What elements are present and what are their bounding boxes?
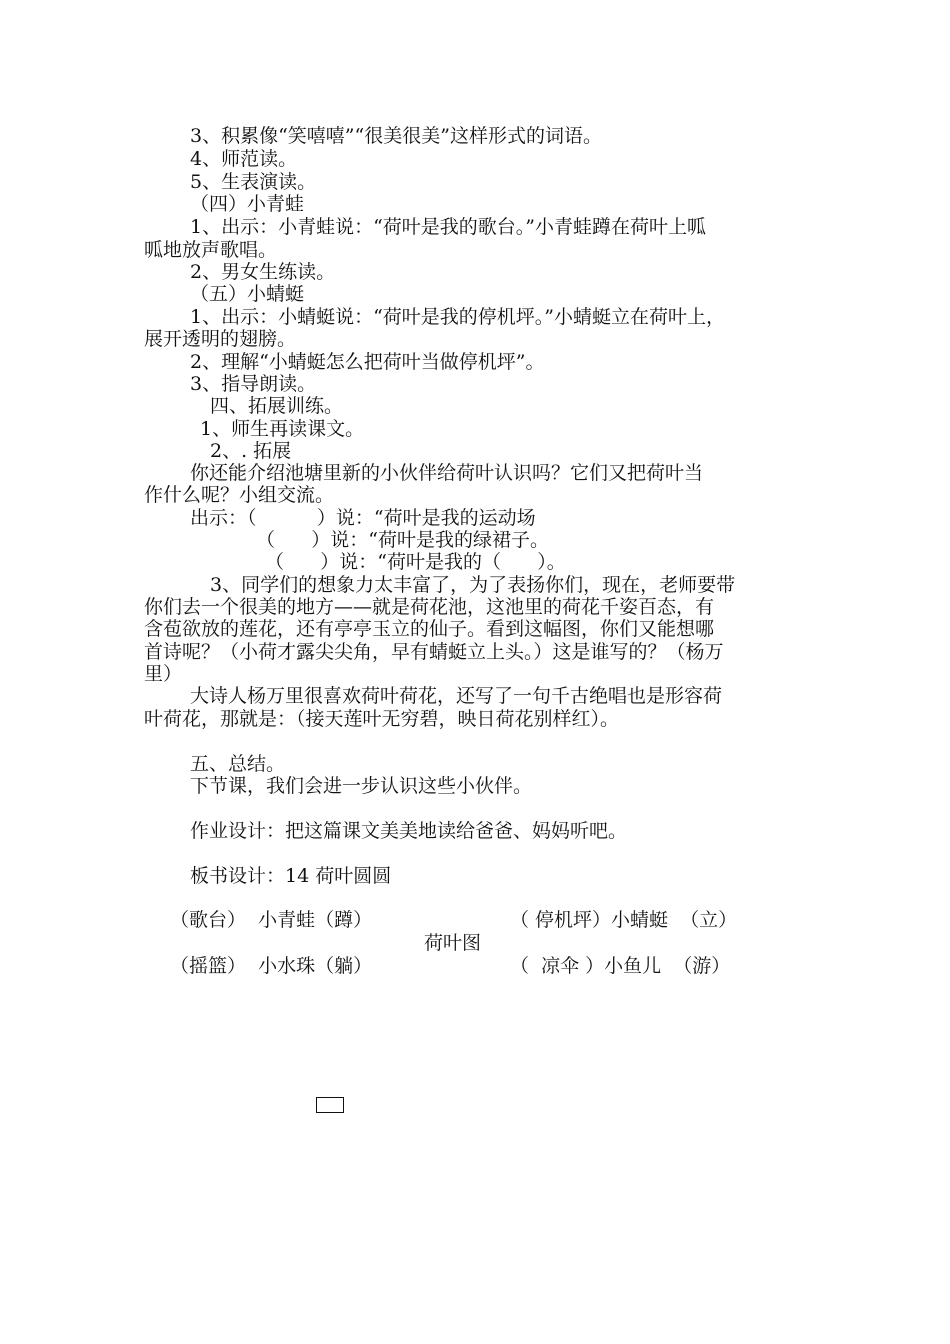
empty-box-shape xyxy=(316,1097,344,1113)
text-line: 3、积累像“笑嘻嘻”“很美很美”这样形式的词语。 xyxy=(190,125,602,147)
text-line: 出示：（ ）说：“荷叶是我的运动场 xyxy=(190,507,536,529)
board-row-left: （歌台） 小青蛙（蹲） xyxy=(170,909,373,931)
text-line: （ ）说：“荷叶是我的（ ）。 xyxy=(265,551,566,573)
text-line: 1、出示：小蜻蜓说：“荷叶是我的停机坪。”小蜻蜓立在荷叶上， xyxy=(190,306,726,328)
section-heading: （四）小青蛙 xyxy=(190,193,305,215)
text-line: 大诗人杨万里很喜欢荷叶荷花，还写了一句千古绝唱也是形容荷 xyxy=(190,685,723,707)
text-line: 1、师生再读课文。 xyxy=(200,418,365,440)
text-line: 你们去一个很美的地方——就是荷花池，这池里的荷花千姿百态，有 xyxy=(144,596,715,618)
section-heading: 五、总结。 xyxy=(190,753,286,775)
text-line: 2、. 拓展 xyxy=(210,440,292,462)
homework-line: 作业设计：把这篇课文美美地读给爸爸、妈妈听吧。 xyxy=(190,820,628,842)
text-line: 首诗呢？（小荷才露尖尖角，早有蜻蜓立上头。）这是谁写的？（杨万 xyxy=(144,641,724,663)
section-heading: （五）小蜻蜓 xyxy=(190,283,305,305)
board-center-label: 荷叶图 xyxy=(424,932,482,954)
section-heading: 四、拓展训练。 xyxy=(210,395,344,417)
text-line: 2、男女生练读。 xyxy=(190,261,336,283)
board-row-right: （ 停机坪）小蜻蜓 （立） xyxy=(510,909,738,931)
text-line: 3、同学们的想象力太丰富了，为了表扬你们，现在，老师要带 xyxy=(210,574,736,596)
text-line: 下节课，我们会进一步认识这些小伙伴。 xyxy=(190,775,533,797)
text-line: 叶荷花，那就是：（接天莲叶无穷碧，映日荷花别样红）。 xyxy=(144,708,620,730)
text-line: 呱地放声歌唱。 xyxy=(144,239,278,261)
text-line: 作什么呢？小组交流。 xyxy=(144,484,335,506)
text-line: 含苞欲放的莲花，还有亭亭玉立的仙子。看到这幅图，你们又能想哪 xyxy=(144,618,715,640)
text-line: （ ）说：“荷叶是我的绿裙子。 xyxy=(256,529,549,551)
text-line: 5、生表演读。 xyxy=(190,171,317,193)
board-design-title: 板书设计：14 荷叶圆圆 xyxy=(190,865,392,887)
text-line: 你还能介绍池塘里新的小伙伴给荷叶认识吗？它们又把荷叶当 xyxy=(190,462,704,484)
text-line: 3、指导朗读。 xyxy=(190,373,317,395)
text-line: 4、师范读。 xyxy=(190,148,298,170)
text-line: 1、出示：小青蛙说：“荷叶是我的歌台。”小青蛙蹲在荷叶上呱 xyxy=(190,216,707,238)
text-line: 里） xyxy=(144,663,183,685)
text-line: 2、理解“小蜻蜓怎么把荷叶当做停机坪”。 xyxy=(190,351,545,373)
board-row-right: （ 凉伞 ）小鱼儿 （游） xyxy=(510,955,731,977)
board-row-left: （摇篮） 小水珠（躺） xyxy=(170,955,373,977)
text-line: 展开透明的翅膀。 xyxy=(144,328,297,350)
